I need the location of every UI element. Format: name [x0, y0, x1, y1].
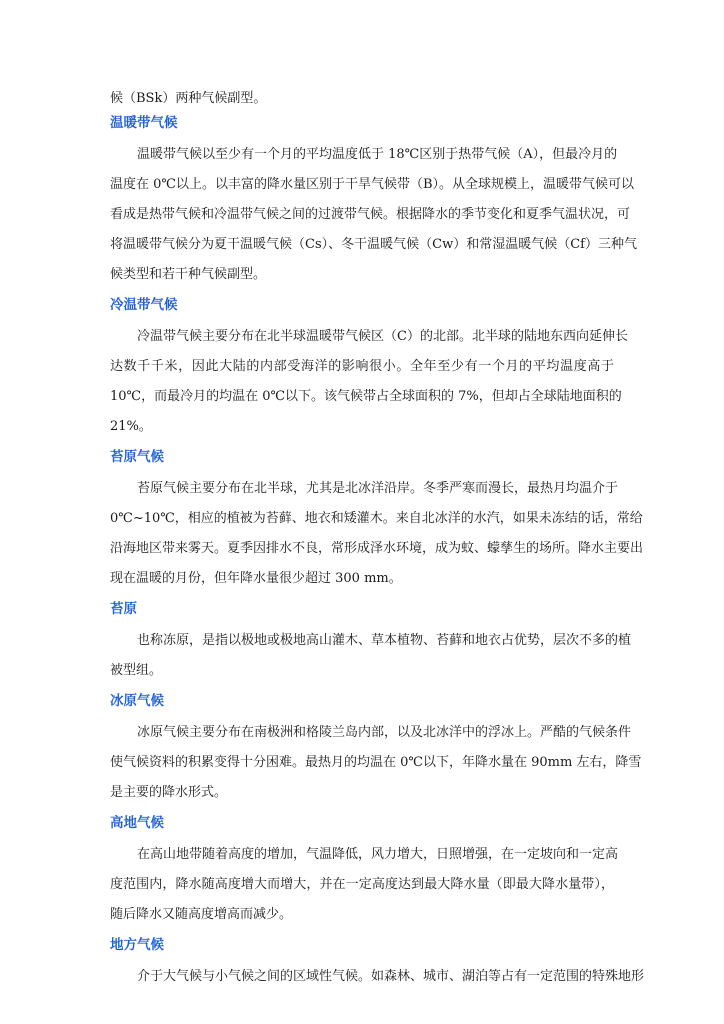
section-paragraph — [110, 322, 628, 442]
paragraph-line: 温暖带气候以至少有一个月的平均温度低于 18℃区别于热带气候（A），但最冷月的 — [137, 147, 618, 162]
paragraph-line: 在高山地带随着高度的增加，气温降低，风力增大，日照增强，在一定坡向和一定高 — [137, 847, 619, 862]
section-paragraph — [110, 140, 637, 290]
paragraph-line: 介于大气候与小气候之间的区域性气候。如森林、城市、湖泊等占有一定范围的特殊地形 — [137, 969, 645, 984]
paragraph-line: 达数千千米，因此大陆的内部受海洋的影响很小。全年至少有一个月的平均温度高于 — [110, 359, 614, 374]
paragraph-line: 将温暖带气候分为夏干温暖气候（Cs）、冬干温暖气候（Cw）和常湿温暖气候（Cf）三种气 — [110, 237, 637, 252]
section-tundra — [110, 598, 632, 686]
section-heading: 苔原 — [110, 601, 137, 617]
section-paragraph — [110, 840, 619, 930]
section-paragraph — [110, 718, 642, 808]
section-cold-temperate — [110, 294, 628, 442]
paragraph-line: 随后降水又随高度增高而减少。 — [110, 907, 293, 922]
section-tundra-climate — [110, 446, 644, 594]
section-paragraph — [110, 474, 644, 594]
paragraph-line: 现在温暖的月份，但年降水量很少超过 300 mm。 — [110, 571, 402, 586]
section-heading: 高地气候 — [110, 815, 164, 831]
document-page — [110, 88, 645, 996]
paragraph-line: 看成是热带气候和冷温带气候之间的过渡带气候。根据降水的季节变化和夏季气温状况，可 — [110, 207, 631, 222]
section-heading: 苔原气候 — [110, 449, 164, 465]
paragraph-line: 苔原气候主要分布在北半球，尤其是北冰洋沿岸。冬季严寒而漫长，最热月均温介于 — [137, 481, 619, 496]
paragraph-line: 也称冻原，是指以极地或极地高山灌木、草本植物、苔藓和地衣占优势，层次不多的植 — [137, 633, 632, 648]
paragraph-line: 使气候资料的积累变得十分困难。最热月的均温在 0℃以下，年降水量在 90mm 左右，降雪 — [110, 755, 642, 770]
paragraph-line: 度范围内，降水随高度增大而增大，并在一定高度达到最大降水量（即最大降水量带）， — [110, 877, 614, 892]
section-heading: 冷温带气候 — [110, 297, 178, 313]
section-local-climate — [110, 934, 645, 992]
paragraph-line: 21%。 — [110, 419, 152, 434]
paragraph-line: 温度在 0℃以上。以丰富的降水量区别于干旱气候带（B）。从全球规模上，温暖带气候可以 — [110, 177, 634, 192]
section-heading: 温暖带气候 — [110, 115, 178, 131]
paragraph-line: 冷温带气候主要分布在北半球温暖带气候区（C）的北部。北半球的陆地东西向延伸长 — [137, 329, 628, 344]
paragraph-line: 被型组。 — [110, 663, 163, 678]
paragraph-line: 沿海地区带来雾天。夏季因排水不良，常形成泽水环境，成为蚊、蠓孳生的场所。降水主要出 — [110, 541, 644, 556]
section-heading: 地方气候 — [110, 937, 164, 953]
section-heading: 冰原气候 — [110, 693, 164, 709]
section-paragraph — [110, 962, 645, 992]
section-warm-temperate — [110, 112, 637, 290]
paragraph-line: 冰原气候主要分布在南极洲和格陵兰岛内部，以及北冰洋中的浮冰上。严酷的气候条件 — [137, 725, 632, 740]
section-ice-cap — [110, 690, 642, 808]
section-highland — [110, 812, 619, 930]
paragraph-line: 0℃~10℃，相应的植被为苔藓、地衣和矮灌木。来自北冰洋的水汽，如果未冻结的话，常给 — [110, 511, 643, 526]
paragraph-line: 是主要的降水形式。 — [110, 785, 228, 800]
intro-text: 候（BSk）两种气候副型。 — [110, 91, 267, 106]
paragraph-line: 候类型和若干种气候副型。 — [110, 267, 267, 282]
section-paragraph — [110, 626, 632, 686]
paragraph-line: 10℃，而最冷月的均温在 0℃以下。该气候带占全球面积的 7%，但却占全球陆地面积的 — [110, 389, 622, 404]
